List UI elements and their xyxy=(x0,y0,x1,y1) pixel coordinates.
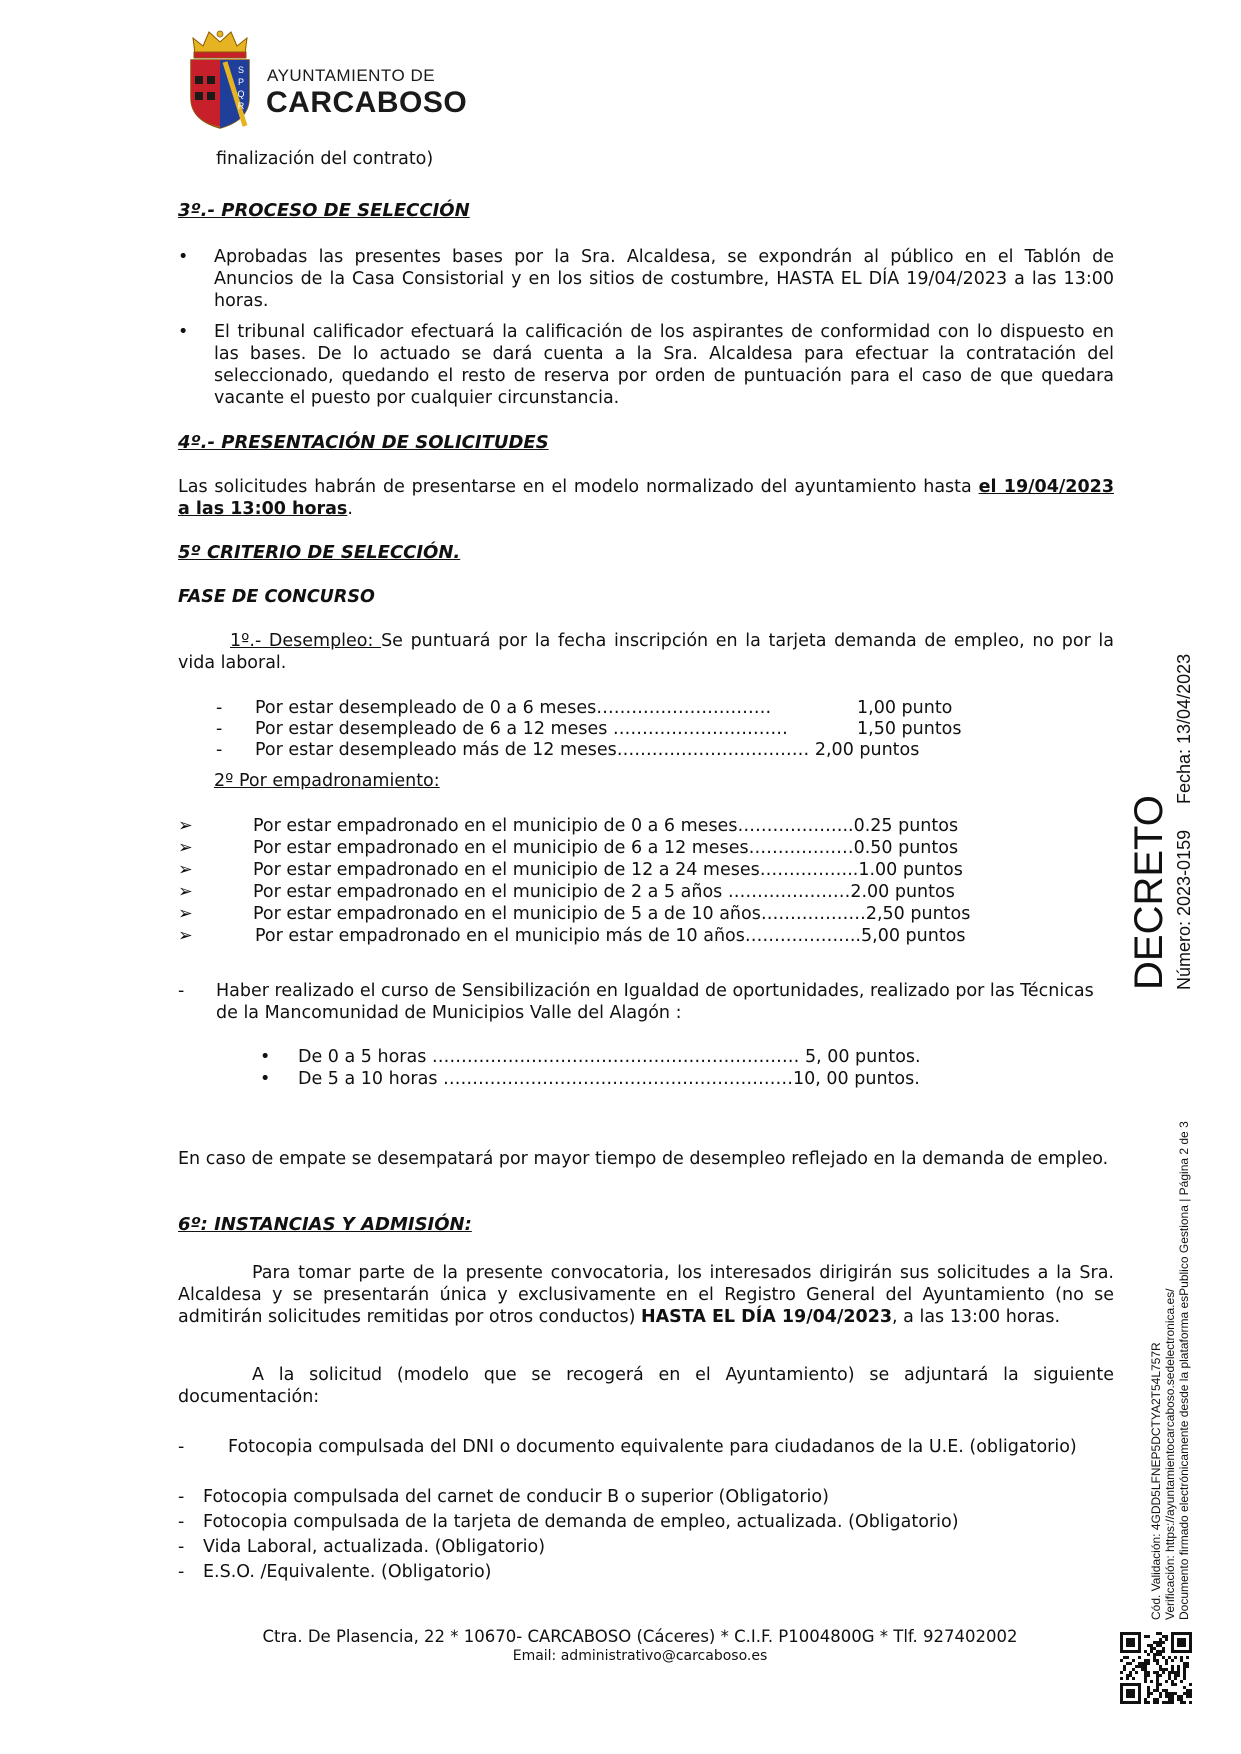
desempleo-item-points: 1,50 puntos xyxy=(857,719,962,739)
dash-icon: - xyxy=(178,981,185,1001)
tiebreak-text: En caso de empate se desempatará por mayor tiempo de desempleo reflejado en la demanda de empleo. xyxy=(178,1149,1109,1169)
bullet-icon: • xyxy=(260,1047,271,1067)
desempleo-item-text: Por estar desempleado de 0 a 6 meses………………………… xyxy=(255,698,772,718)
verification-url: Verificación: https://ayuntamientocarcaboso.sedelectronica.es/ xyxy=(1163,1288,1177,1620)
empadronamiento-item: Por estar empadronado en el municipio de 5 a de 10 años………………2,50 puntos xyxy=(253,904,971,924)
empadronamiento-item: Por estar empadronado en el municipio de 0 a 6 meses………………..0.25 puntos xyxy=(253,816,959,836)
arrow-bullet-icon: ➢ xyxy=(178,904,193,924)
list-item xyxy=(178,321,1114,409)
bullet-icon: • xyxy=(260,1069,271,1089)
phase-heading: FASE DE CONCURSO xyxy=(178,587,375,607)
dash-icon: - xyxy=(178,1512,185,1532)
desempleo-item-text: Por estar desempleado de 6 a 12 meses ………………………… xyxy=(255,719,788,739)
section-6-paragraph-1 xyxy=(178,1262,1114,1328)
dash-icon: - xyxy=(216,740,223,760)
org-line1: AYUNTAMIENTO DE xyxy=(267,66,436,85)
crest-letter: P xyxy=(237,77,244,87)
section-3-heading: 3º.- PROCESO DE SELECCIÓN xyxy=(178,200,470,221)
section-6-deadline: HASTA EL DÍA 19/04/2023 xyxy=(640,1307,893,1327)
section-6-p1-a: Para tomar parte de la presente convocatoria, los interesados dirigirán sus solicitudes a la Sra. Alcaldesa y se presentarán única y exclusivamente en el Registro General del Ayuntamiento (no se admitirán solicitudes remitidas por otros conductos) xyxy=(178,1263,1114,1327)
curso-text: Haber realizado el curso de Sensibilización en Igualdad de oportunidades, realizado por las Técnicas de la Mancomunidad de Municipios Valle del Alagón : xyxy=(216,981,1094,1023)
footer-address: Ctra. De Plasencia, 22 * 10670- CARCABOSO (Cáceres) * C.I.F. P1004800G * Tlf. 927402002 xyxy=(262,1627,1018,1646)
list-item-text: Aprobadas las presentes bases por la Sra. Alcaldesa, se expondrán al público en el Tablón de Anuncios de la Casa Consistorial y en los sitios de costumbre, HASTA EL DÍA 19/04/2023 a las 13:00 horas. xyxy=(214,247,1114,311)
section-6-paragraph-2: A la solicitud (modelo que se recogerá en el Ayuntamiento) se adjuntará la siguiente documentación: xyxy=(178,1365,1114,1407)
dash-icon: - xyxy=(178,1487,185,1507)
empadronamiento-item: Por estar empadronado en el municipio de 6 a 12 meses………………0.50 puntos xyxy=(253,838,959,858)
section-4-text-a: Las solicitudes habrán de presentarse en el modelo normalizado del ayuntamiento hasta xyxy=(178,477,979,497)
section-6-heading: 6º: INSTANCIAS Y ADMISIÓN: xyxy=(178,1214,472,1235)
horas-item: De 5 a 10 horas ……………………………………………………10, 00 puntos. xyxy=(298,1069,920,1089)
doc-item: Fotocopia compulsada del DNI o documento equivalente para ciudadanos de la U.E. (obligatorio) xyxy=(228,1437,1077,1457)
signature-note: Documento firmado electrónicamente desde la plataforma esPublico Gestiona | Página 2 de 3 xyxy=(1177,1121,1191,1620)
arrow-bullet-icon: ➢ xyxy=(178,838,193,858)
decree-date: Fecha: 13/04/2023 xyxy=(1174,653,1194,804)
criterion-1-desc: Se puntuará por la fecha inscripción en la tarjeta demanda de empleo, no por la vida laboral. xyxy=(178,631,1114,673)
crest-letter: S xyxy=(237,65,244,75)
section-5-heading: 5º CRITERIO DE SELECCIÓN. xyxy=(178,542,461,563)
org-name: CARCABOSO xyxy=(266,86,468,119)
dash-icon: - xyxy=(216,698,223,718)
crest-letter: R xyxy=(237,101,245,111)
section-6-p1-c: , a las 13:00 horas. xyxy=(892,1307,1061,1327)
section-3-list xyxy=(178,246,1114,409)
decree-number: Número: 2023-0159 xyxy=(1174,829,1194,990)
doc-item: Vida Laboral, actualizada. (Obligatorio) xyxy=(203,1537,546,1557)
section-4-text-c: . xyxy=(347,499,353,519)
bullet-icon: • xyxy=(178,322,189,342)
qr-code-icon xyxy=(1120,1632,1192,1704)
footer-email: Email: administrativo@carcaboso.es xyxy=(512,1648,768,1664)
crest-letter: Q xyxy=(237,89,245,99)
arrow-bullet-icon: ➢ xyxy=(178,860,193,880)
horas-item: De 0 a 5 horas ……………………………………………………… 5, 00 puntos. xyxy=(298,1047,921,1067)
list-item xyxy=(178,246,1114,312)
criterion-2-label: 2º Por empadronamiento: xyxy=(214,771,440,791)
desempleo-item-points: 1,00 punto xyxy=(857,698,953,718)
list-item-text: El tribunal calificador efectuará la calificación de los aspirantes de conformidad con lo dispuesto en las bases. De lo actuado se dará cuenta a la Sra. Alcaldesa para efectuar la contratación del seleccionado, quedando el resto de reserva por orden de puntuación para el caso de que quedara vacante el puesto por cualquier circunstancia. xyxy=(214,322,1114,408)
qr-code-graphic xyxy=(1120,1632,1192,1704)
crest-initials xyxy=(233,64,249,112)
empadronamiento-item: Por estar empadronado en el municipio de 12 a 24 meses……………..1.00 puntos xyxy=(253,860,963,880)
dash-icon: - xyxy=(178,1562,185,1582)
dash-icon: - xyxy=(178,1537,185,1557)
section-4-text xyxy=(178,476,1114,520)
desempleo-item-text: Por estar desempleado más de 12 meses…………………………… 2,00 puntos xyxy=(255,740,920,760)
dash-icon: - xyxy=(216,719,223,739)
dash-icon: - xyxy=(178,1437,185,1457)
section-4-heading: 4º.- PRESENTACIÓN DE SOLICITUDES xyxy=(178,432,549,453)
empadronamiento-item: Por estar empadronado en el municipio más de 10 años………………..5,00 puntos xyxy=(255,926,966,946)
header-logo xyxy=(185,28,468,130)
doc-item: E.S.O. /Equivalente. (Obligatorio) xyxy=(203,1562,492,1582)
decree-label: DECRETO xyxy=(1127,795,1171,990)
empadronamiento-item: Por estar empadronado en el municipio de 2 a 5 años …………………2.00 puntos xyxy=(253,882,955,902)
continuation-text: finalización del contrato) xyxy=(216,149,434,169)
validation-code: Cód. Validación: 4GDD5LFNEP5DCTYA2T54L757R xyxy=(1149,1342,1163,1620)
bullet-icon: • xyxy=(178,247,189,267)
arrow-bullet-icon: ➢ xyxy=(178,926,193,946)
criterion-1-label: 1º.- Desempleo: xyxy=(230,631,382,651)
arrow-bullet-icon: ➢ xyxy=(178,816,193,836)
doc-item: Fotocopia compulsada de la tarjeta de demanda de empleo, actualizada. (Obligatorio) xyxy=(203,1512,959,1532)
deadline-text: el 19/04/2023 a las 13:00 horas xyxy=(178,477,1115,519)
doc-item: Fotocopia compulsada del carnet de conducir B o superior (Obligatorio) xyxy=(203,1487,829,1507)
criterion-1-text xyxy=(178,630,1114,674)
arrow-bullet-icon: ➢ xyxy=(178,882,193,902)
footer xyxy=(260,1626,1020,1665)
